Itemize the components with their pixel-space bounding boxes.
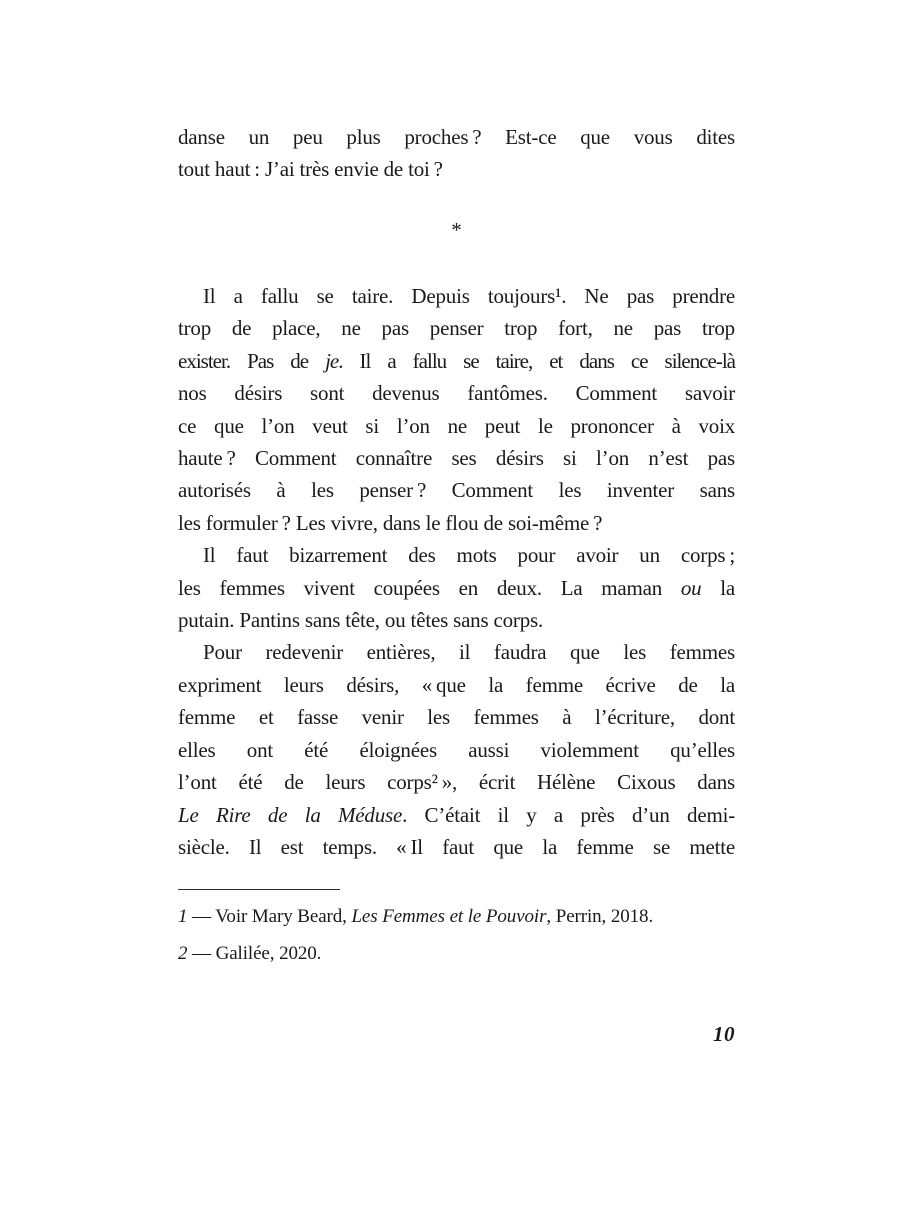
text-line bbox=[178, 442, 735, 474]
text-line bbox=[178, 669, 735, 701]
text-segment: — Voir Mary Beard, bbox=[187, 906, 352, 927]
text-segment: trop de place, ne pas penser trop fort, ne pas trop bbox=[178, 316, 735, 341]
section-separator: * bbox=[451, 218, 462, 242]
text-segment: la bbox=[701, 575, 735, 600]
text-segment: autorisés à les penser ? Comment les inventer sans bbox=[178, 478, 735, 503]
text-segment: Pour redevenir entières, il faudra que les femmes bbox=[203, 640, 735, 665]
italic-text-segment: je bbox=[325, 348, 339, 373]
text-segment: . Il a fallu se taire, et dans ce silence-là bbox=[338, 348, 736, 373]
italic-text-segment: 2 bbox=[178, 943, 188, 964]
text-segment: l’ont été de leurs corps² », écrit Hélène Cixous dans bbox=[178, 770, 735, 795]
text-segment: — Galilée, 2020. bbox=[187, 943, 322, 964]
text-segment: putain. Pantins sans tête, ou têtes sans corps. bbox=[178, 608, 544, 633]
italic-text-segment: ou bbox=[680, 575, 702, 600]
text-segment: siècle. Il est temps. « Il faut que la femme se mette bbox=[178, 834, 735, 859]
text-segment: haute ? Comment connaître ses désirs si l’on n’est pas bbox=[178, 446, 735, 471]
text-line bbox=[178, 604, 735, 636]
text-segment: femme et fasse venir les femmes à l’écriture, dont bbox=[178, 705, 735, 730]
text-segment: , Perrin, 2018. bbox=[546, 906, 654, 927]
footnotes bbox=[178, 898, 735, 972]
text-line bbox=[178, 153, 735, 185]
text-segment: elles ont été éloignées aussi violemment qu’elles bbox=[178, 737, 735, 762]
text-segment: exister. Pas de bbox=[178, 348, 326, 373]
text-line bbox=[178, 377, 735, 409]
italic-text-segment: Les Femmes et le Pouvoir bbox=[351, 906, 547, 927]
italic-text-segment: 1 bbox=[178, 906, 188, 927]
text-line bbox=[178, 507, 735, 539]
text-line bbox=[178, 898, 735, 935]
text-line bbox=[178, 280, 735, 312]
text-line bbox=[178, 935, 735, 972]
text-line bbox=[178, 636, 735, 668]
text-line bbox=[178, 831, 735, 863]
text-segment: danse un peu plus proches ? Est-ce que vous dites bbox=[178, 125, 735, 149]
body-text bbox=[178, 280, 735, 863]
text-line bbox=[178, 410, 735, 442]
text-line bbox=[178, 345, 735, 377]
text-line bbox=[178, 572, 735, 604]
text-segment: les formuler ? Les vivre, dans le flou de soi-même ? bbox=[178, 510, 603, 535]
text-segment: . C’était il y a près d’un demi- bbox=[402, 802, 736, 827]
text-line bbox=[178, 312, 735, 344]
text-line bbox=[178, 734, 735, 766]
italic-text-segment: Le Rire de la Méduse bbox=[178, 802, 403, 827]
text-segment: tout haut : J’ai très envie de toi ? bbox=[178, 157, 443, 182]
text-line bbox=[178, 121, 735, 153]
text-line bbox=[178, 701, 735, 733]
text-line bbox=[178, 539, 735, 571]
opening-paragraph bbox=[178, 121, 735, 186]
text-line bbox=[178, 474, 735, 506]
text-segment: Il a fallu se taire. Depuis toujours¹. Ne pas prendre bbox=[203, 284, 735, 308]
text-segment: Il faut bizarrement des mots pour avoir un corps ; bbox=[203, 543, 735, 568]
text-line bbox=[178, 799, 735, 831]
text-segment: expriment leurs désirs, « que la femme écrive de la bbox=[178, 672, 735, 697]
text-line bbox=[178, 766, 735, 798]
page-number: 10 bbox=[713, 1022, 735, 1046]
text-segment: ce que l’on veut si l’on ne peut le prononcer à voix bbox=[178, 413, 735, 438]
text-segment: nos désirs sont devenus fantômes. Comment savoir bbox=[178, 381, 735, 406]
text-segment: les femmes vivent coupées en deux. La maman bbox=[178, 575, 681, 600]
footnote-rule bbox=[178, 889, 340, 890]
